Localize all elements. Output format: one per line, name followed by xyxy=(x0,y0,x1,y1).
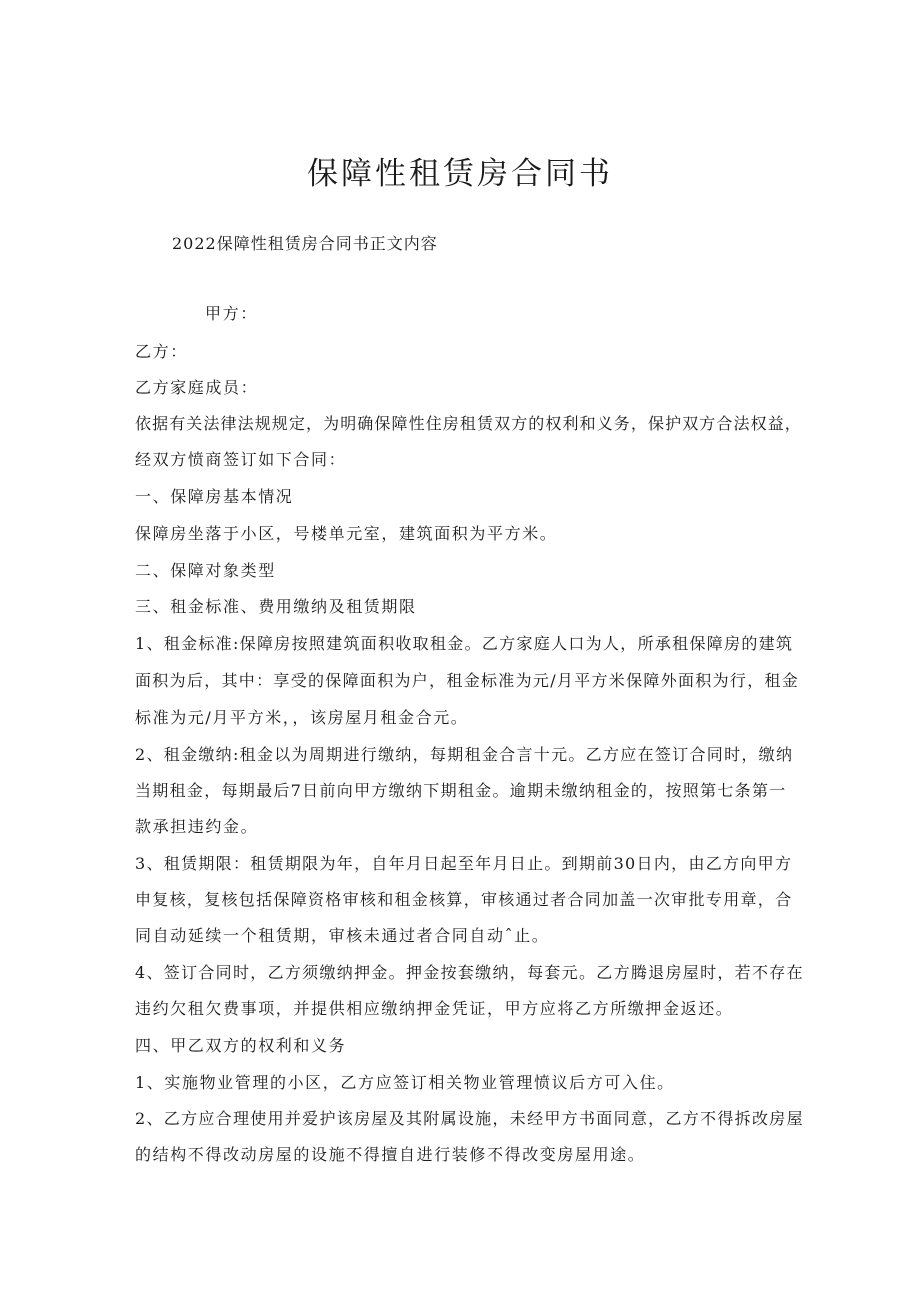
item-3-3-line-2: 申复核，复核包括保障资格审核和租金核算，审核通过者合同加盖一次审批专用章，合 xyxy=(135,890,793,909)
item-3-3-line-3: 同自动延续一个租赁期，审核未通过者合同自动ˆ止。 xyxy=(135,926,550,945)
item-3-4-line-2: 违约欠租欠费事项，并提供相应缴纳押金凭证，甲方应将乙方所缴押金返还。 xyxy=(135,999,734,1018)
item-3-1-line-3: 标准为元/月平方米，，该房屋月租金合元。 xyxy=(135,708,469,727)
item-4-2-line-1: 2、乙方应合理使用并爱护该房屋及其附属设施，未经甲方书面同意，乙方不得拆改房屋 xyxy=(135,1109,804,1128)
document-title: 保障性租赁房合同书 xyxy=(307,156,613,192)
item-3-3-line-1: 3、租赁期限：租赁期限为年，自年月日起至年月日止。到期前30日内，由乙方向甲方 xyxy=(135,854,793,873)
item-4-1: 1、实施物业管理的小区，乙方应签订相关物业管理愤议后方可入住。 xyxy=(135,1073,675,1092)
item-3-2-line-1: 2、租金缴纳:租金以为周期进行缴纳，每期租金合言十元。乙方应在签订合同时，缴纳 xyxy=(135,745,794,764)
item-3-2-line-3: 款承担违约金。 xyxy=(135,817,259,836)
section-2-heading: 二、保障对象类型 xyxy=(135,561,276,580)
preamble-line-2: 经双方愤商签订如下合同： xyxy=(135,450,347,469)
section-1-body: 保障房坐落于小区，号楼单元室，建筑面积为平方米。 xyxy=(135,524,558,543)
family-members-label: 乙方家庭成员： xyxy=(135,378,259,397)
item-3-1-line-2: 面积为后，其中：享受的保障面积为户，租金标准为元/月平方米保障外面积为行，租金 xyxy=(135,671,800,690)
party-b-label: 乙方： xyxy=(135,342,188,361)
section-3-heading: 三、租金标准、费用缴纳及租赁期限 xyxy=(135,597,417,616)
preamble-line-1: 依据有关法律法规规定，为明确保障性住房租赁双方的权利和义务，保护双方合法权益， xyxy=(135,414,802,433)
section-4-heading: 四、甲乙双方的权利和义务 xyxy=(135,1036,347,1055)
item-4-2-line-2: 的结构不得改动房屋的设施不得擅自进行装修不得改变房屋用途。 xyxy=(135,1145,646,1164)
document-subtitle: 2022保障性租赁房合同书正文内容 xyxy=(172,234,438,253)
item-3-4-line-1: 4、签订合同时，乙方须缴纳押金。押金按套缴纳，每套元。乙方腾退房屋时，若不存在 xyxy=(135,963,804,982)
item-3-2-line-2: 当期租金，每期最后7日前向甲方缴纳下期租金。逾期未缴纳租金的，按照第七条第一 xyxy=(135,781,787,800)
section-1-heading: 一、保障房基本情况 xyxy=(135,487,294,506)
party-a-label: 甲方： xyxy=(205,304,258,323)
item-3-1-line-1: 1、租金标准:保障房按照建筑面积收取租金。乙方家庭人口为人，所承租保障房的建筑 xyxy=(135,634,794,653)
